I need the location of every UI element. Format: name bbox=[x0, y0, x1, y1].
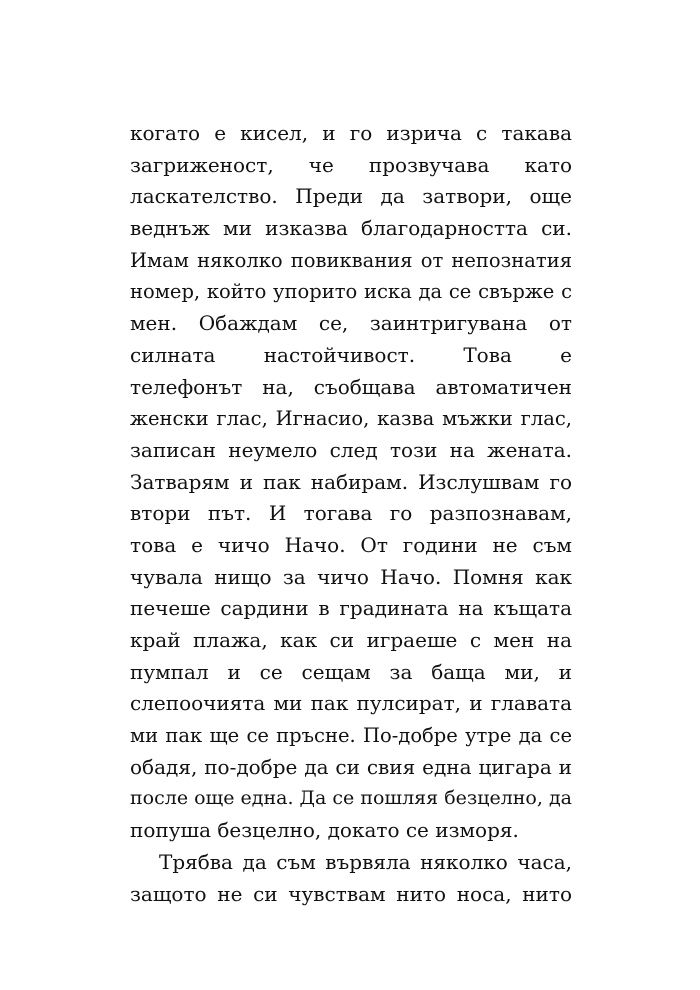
paragraph-end-line: попуша безцелно, докато се изморя. bbox=[130, 818, 519, 843]
text-line: номер, който упорито иска да се свърже с bbox=[130, 280, 572, 304]
text-line: Затварям и пак набирам. Изслушвам го bbox=[130, 469, 572, 494]
text-line: силната настойчивост. Това е bbox=[130, 342, 572, 367]
text-line: после още една. Да се пошляя безцелно, да bbox=[130, 787, 572, 810]
text-line: чувала нищо за чичо Начо. Помня как bbox=[130, 564, 572, 589]
text-line: слепоочията ми пак пулсират, и главата bbox=[130, 691, 572, 716]
text-line: ми пак ще се пръсне. По-добре утре да се bbox=[130, 724, 572, 748]
text-line: пумпал и се сещам за баща ми, и bbox=[130, 659, 572, 684]
text-line: обадя, по-добре да си свия една цигара и bbox=[130, 754, 572, 779]
text-line: печеше сардини в градината на къщата bbox=[130, 596, 572, 621]
paragraph-start-line: Трябва да съм вървяла няколко часа, bbox=[159, 849, 572, 874]
text-line: Имам няколко повиквания от непознатия bbox=[130, 248, 572, 272]
text-line: ласкателство. Преди да затвори, още bbox=[130, 184, 572, 209]
text-line: загриженост, че прозвучава като bbox=[130, 152, 572, 177]
text-line: когато е кисел, и го изрича с такава bbox=[130, 121, 572, 145]
text-line: мен. Обаждам се, заинтригувана от bbox=[130, 311, 572, 336]
text-line: записан неумело след този на жената. bbox=[130, 437, 572, 462]
text-line: веднъж ми изказва благодарността си. bbox=[130, 216, 572, 241]
text-line: телефонът на, съобщава автоматичен bbox=[130, 374, 572, 399]
text-line: край плажа, как си играеше с мен на bbox=[130, 628, 572, 652]
text-line: женски глас, Игнасио, казва мъжки глас, bbox=[130, 407, 572, 431]
text-line: защото не си чувствам нито носа, нито bbox=[130, 881, 572, 906]
text-line: това е чичо Начо. От години не съм bbox=[130, 532, 572, 557]
body-text bbox=[130, 118, 572, 910]
text-line: втори път. И тогава го разпознавам, bbox=[130, 501, 572, 526]
